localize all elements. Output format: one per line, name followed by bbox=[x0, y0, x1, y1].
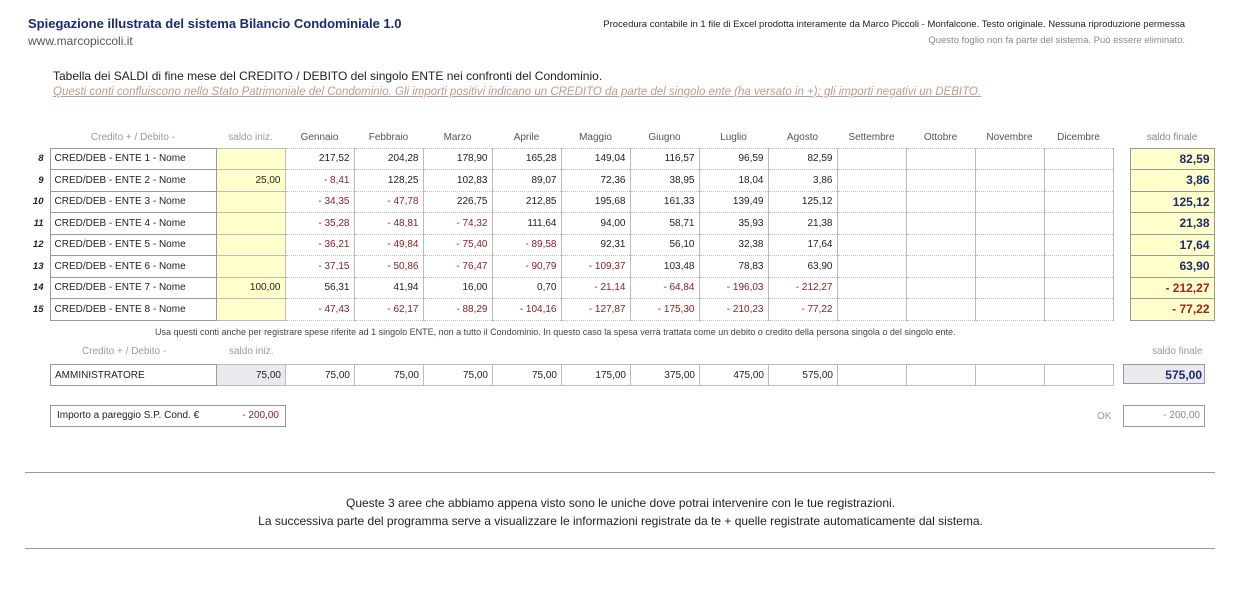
month-balance-cell bbox=[837, 191, 906, 213]
credit-debit-header: Credito + / Debito - bbox=[90, 131, 176, 143]
entity-name: CRED/DEB - ENTE 3 - Nome bbox=[50, 191, 216, 213]
month-balance-cell bbox=[906, 256, 975, 278]
row-number: 15 bbox=[32, 303, 44, 315]
month-balance-cell bbox=[837, 234, 906, 256]
month-balance-cell: 139,49 bbox=[699, 191, 768, 213]
month-balance-cell bbox=[1044, 234, 1113, 256]
initial-balance-header: saldo iniz. bbox=[228, 131, 273, 143]
administrator-row bbox=[51, 365, 1114, 386]
row-gap bbox=[1113, 148, 1130, 170]
entity-name: CRED/DEB - ENTE 7 - Nome bbox=[50, 277, 216, 299]
table-row bbox=[22, 234, 1214, 256]
entity-name: CRED/DEB - ENTE 1 - Nome bbox=[50, 148, 216, 170]
month-header-aprile: Aprile bbox=[513, 131, 540, 143]
month-balance-cell: 32,38 bbox=[699, 234, 768, 256]
procedure-note: Procedura contabile in 1 file di Excel prodotta interamente da Marco Piccoli - Monfalcone. Testo originale. Nessuna riproduzione permessa bbox=[603, 19, 1185, 30]
month-balance-cell bbox=[906, 148, 975, 170]
month-balance-cell: 21,38 bbox=[768, 213, 837, 235]
month-balance-cell bbox=[975, 191, 1044, 213]
month-balance-cell: 63,90 bbox=[768, 256, 837, 278]
month-balance-cell: 149,04 bbox=[561, 148, 630, 170]
month-balance-cell: - 64,84 bbox=[630, 277, 699, 299]
website-link[interactable]: www.marcopiccoli.it bbox=[28, 34, 133, 48]
month-balance-cell bbox=[837, 277, 906, 299]
administrator-month-cell: 75,00 bbox=[424, 365, 493, 386]
table-note: Usa questi conti anche per registrare spese riferite ad 1 singolo ENTE, non a tutto il Condominio. In questo caso la spesa verrà trattata come un debito o credito della persona singola o del singolo ente. bbox=[155, 327, 956, 337]
month-balance-cell bbox=[1044, 256, 1113, 278]
row-gap bbox=[1113, 170, 1130, 192]
table-header-row bbox=[22, 127, 1214, 148]
month-balance-cell: - 212,27 bbox=[768, 277, 837, 299]
row-gap bbox=[1113, 234, 1130, 256]
month-header-giugno: Giugno bbox=[648, 131, 681, 143]
month-balance-cell: - 8,41 bbox=[285, 170, 354, 192]
month-balance-cell: 92,31 bbox=[561, 234, 630, 256]
month-balance-cell: - 34,35 bbox=[285, 191, 354, 213]
month-balance-cell: 17,64 bbox=[768, 234, 837, 256]
month-balance-cell: 18,04 bbox=[699, 170, 768, 192]
row-gap bbox=[1113, 277, 1130, 299]
month-balance-cell: 226,75 bbox=[423, 191, 492, 213]
month-balance-cell: - 62,17 bbox=[354, 299, 423, 321]
row-gap bbox=[1113, 299, 1130, 321]
month-balance-cell: 16,00 bbox=[423, 277, 492, 299]
month-balance-cell: 41,94 bbox=[354, 277, 423, 299]
admin-final-balance-header: saldo finale bbox=[1152, 346, 1203, 357]
month-balance-cell bbox=[975, 234, 1044, 256]
table-row bbox=[22, 299, 1214, 321]
intro-line-2: Questi conti confluiscono nello Stato Patrimoniale del Condominio. Gli importi positivi indicano un CREDITO da parte del singolo ente (ha versato in +); gli importi negativi un DEBITO. bbox=[53, 86, 982, 98]
month-balance-cell: 0,70 bbox=[492, 277, 561, 299]
ok-status: OK bbox=[1097, 411, 1112, 422]
rownum-header bbox=[22, 127, 50, 148]
month-balance-cell bbox=[906, 299, 975, 321]
month-balance-cell: - 49,84 bbox=[354, 234, 423, 256]
month-balance-cell: - 88,29 bbox=[423, 299, 492, 321]
month-balance-cell bbox=[906, 191, 975, 213]
initial-balance-input[interactable] bbox=[216, 213, 285, 235]
removable-note: Questo foglio non fa parte del sistema. Può essere eliminato. bbox=[928, 35, 1185, 46]
administrator-month-cell: 75,00 bbox=[493, 365, 562, 386]
administrator-final-balance: 575,00 bbox=[1123, 364, 1205, 384]
administrator-month-cell bbox=[907, 365, 976, 386]
month-balance-cell: - 76,47 bbox=[423, 256, 492, 278]
month-balance-cell bbox=[1044, 191, 1113, 213]
row-number: 11 bbox=[33, 217, 44, 229]
pareggio-box bbox=[50, 405, 286, 427]
month-balance-cell: 35,93 bbox=[699, 213, 768, 235]
final-balance-cell: 17,64 bbox=[1130, 234, 1214, 256]
administrator-month-cell bbox=[838, 365, 907, 386]
month-balance-cell: - 50,86 bbox=[354, 256, 423, 278]
month-header-novembre: Novembre bbox=[986, 131, 1033, 143]
administrator-month-cell: 575,00 bbox=[769, 365, 838, 386]
final-balance-cell: 3,86 bbox=[1130, 170, 1214, 192]
final-balance-cell: 63,90 bbox=[1130, 256, 1214, 278]
month-balance-cell bbox=[837, 170, 906, 192]
month-balance-cell bbox=[906, 213, 975, 235]
administrator-month-cell bbox=[1045, 365, 1114, 386]
final-balance-cell: - 212,27 bbox=[1130, 277, 1214, 299]
administrator-month-cell: 75,00 bbox=[286, 365, 355, 386]
month-balance-cell: - 127,87 bbox=[561, 299, 630, 321]
month-balance-cell: - 21,14 bbox=[561, 277, 630, 299]
entity-name: CRED/DEB - ENTE 8 - Nome bbox=[50, 299, 216, 321]
month-balance-cell bbox=[975, 277, 1044, 299]
final-balance-cell: 21,38 bbox=[1130, 213, 1214, 235]
month-balance-cell: 56,31 bbox=[285, 277, 354, 299]
month-header-dicembre: Dicembre bbox=[1057, 131, 1100, 143]
row-number: 8 bbox=[38, 153, 44, 165]
month-balance-cell: - 75,40 bbox=[423, 234, 492, 256]
entity-name: CRED/DEB - ENTE 6 - Nome bbox=[50, 256, 216, 278]
row-number: 12 bbox=[32, 239, 44, 251]
final-balance-cell: - 77,22 bbox=[1130, 299, 1214, 321]
month-balance-cell: - 74,32 bbox=[423, 213, 492, 235]
table-row bbox=[22, 256, 1214, 278]
entity-name: CRED/DEB - ENTE 4 - Nome bbox=[50, 213, 216, 235]
month-balance-cell: - 109,37 bbox=[561, 256, 630, 278]
month-balance-cell: - 90,79 bbox=[492, 256, 561, 278]
month-balance-cell bbox=[1044, 299, 1113, 321]
final-balance-cell: 125,12 bbox=[1130, 191, 1214, 213]
divider-top bbox=[25, 472, 1215, 473]
initial-balance-input[interactable] bbox=[216, 299, 285, 321]
administrator-month-cell: 175,00 bbox=[562, 365, 631, 386]
initial-balance-input[interactable] bbox=[216, 234, 285, 256]
row-gap bbox=[1113, 256, 1130, 278]
administrator-month-cell: 475,00 bbox=[700, 365, 769, 386]
balances-table bbox=[22, 127, 1215, 321]
month-balance-cell: 38,95 bbox=[630, 170, 699, 192]
month-balance-cell bbox=[975, 299, 1044, 321]
divider-bottom bbox=[25, 548, 1215, 549]
month-header-settembre: Settembre bbox=[848, 131, 895, 143]
administrator-month-cell bbox=[976, 365, 1045, 386]
administrator-table bbox=[50, 364, 1114, 386]
month-header-gennaio: Gennaio bbox=[300, 131, 339, 143]
initial-balance-input[interactable]: 100,00 bbox=[216, 277, 285, 299]
pareggio-label: Importo a pareggio S.P. Cond. € bbox=[57, 410, 200, 421]
month-balance-cell: 116,57 bbox=[630, 148, 699, 170]
final-balance-header: saldo finale bbox=[1146, 131, 1198, 143]
month-balance-cell: 195,68 bbox=[561, 191, 630, 213]
month-balance-cell bbox=[837, 256, 906, 278]
month-balance-cell: 82,59 bbox=[768, 148, 837, 170]
month-balance-cell: 161,33 bbox=[630, 191, 699, 213]
month-balance-cell: 102,83 bbox=[423, 170, 492, 192]
month-balance-cell: - 77,22 bbox=[768, 299, 837, 321]
month-header-maggio: Maggio bbox=[579, 131, 612, 143]
row-number: 10 bbox=[32, 196, 44, 208]
month-balance-cell: 78,83 bbox=[699, 256, 768, 278]
month-balance-cell: 103,48 bbox=[630, 256, 699, 278]
month-balance-cell: - 48,81 bbox=[354, 213, 423, 235]
pareggio-value: - 200,00 bbox=[242, 410, 279, 421]
month-balance-cell bbox=[837, 299, 906, 321]
initial-balance-input[interactable] bbox=[216, 191, 285, 213]
table-row bbox=[22, 170, 1214, 192]
month-balance-cell: 96,59 bbox=[699, 148, 768, 170]
month-header-marzo: Marzo bbox=[443, 131, 472, 143]
month-balance-cell: 128,25 bbox=[354, 170, 423, 192]
month-balance-cell bbox=[906, 234, 975, 256]
row-number: 14 bbox=[32, 282, 44, 294]
table-row bbox=[22, 277, 1214, 299]
month-balance-cell: 204,28 bbox=[354, 148, 423, 170]
intro-line-1: Tabella dei SALDI di fine mese del CREDITO / DEBITO del singolo ENTE nei confronti del Condominio. bbox=[53, 69, 603, 83]
header-gap bbox=[1113, 127, 1130, 148]
month-balance-cell: 94,00 bbox=[561, 213, 630, 235]
month-balance-cell: 56,10 bbox=[630, 234, 699, 256]
month-balance-cell: 125,12 bbox=[768, 191, 837, 213]
month-balance-cell: 89,07 bbox=[492, 170, 561, 192]
document-title: Spiegazione illustrata del sistema Bilancio Condominiale 1.0 bbox=[28, 16, 402, 31]
month-balance-cell: 165,28 bbox=[492, 148, 561, 170]
month-balance-cell bbox=[1044, 148, 1113, 170]
month-balance-cell: - 175,30 bbox=[630, 299, 699, 321]
footer-line-1: Queste 3 aree che abbiamo appena visto sono le uniche dove potrai intervenire con le tue registrazioni. bbox=[345, 496, 895, 510]
administrator-month-cell: 75,00 bbox=[355, 365, 424, 386]
entity-name: CRED/DEB - ENTE 2 - Nome bbox=[50, 170, 216, 192]
month-balance-cell bbox=[1044, 170, 1113, 192]
row-number: 13 bbox=[32, 260, 44, 272]
month-balance-cell bbox=[975, 170, 1044, 192]
month-balance-cell: - 89,58 bbox=[492, 234, 561, 256]
admin-initial-balance-header: saldo iniz. bbox=[229, 346, 274, 357]
initial-balance-input[interactable] bbox=[216, 256, 285, 278]
initial-balance-input[interactable]: 25,00 bbox=[216, 170, 285, 192]
month-balance-cell bbox=[975, 148, 1044, 170]
month-balance-cell: - 104,16 bbox=[492, 299, 561, 321]
month-header-agosto: Agosto bbox=[786, 131, 819, 143]
month-balance-cell: - 196,03 bbox=[699, 277, 768, 299]
month-balance-cell bbox=[906, 277, 975, 299]
row-gap bbox=[1113, 213, 1130, 235]
month-balance-cell: - 210,23 bbox=[699, 299, 768, 321]
admin-credit-debit-header: Credito + / Debito - bbox=[82, 346, 167, 357]
month-balance-cell bbox=[906, 170, 975, 192]
month-balance-cell: - 35,28 bbox=[285, 213, 354, 235]
month-balance-cell: 111,64 bbox=[492, 213, 561, 235]
month-balance-cell bbox=[1044, 213, 1113, 235]
initial-balance-input[interactable] bbox=[216, 148, 285, 170]
table-row bbox=[22, 213, 1214, 235]
month-balance-cell: 72,36 bbox=[561, 170, 630, 192]
month-balance-cell bbox=[975, 256, 1044, 278]
final-balance-cell: 82,59 bbox=[1130, 148, 1214, 170]
month-balance-cell: 3,86 bbox=[768, 170, 837, 192]
month-header-febbraio: Febbraio bbox=[368, 131, 409, 143]
month-balance-cell: 217,52 bbox=[285, 148, 354, 170]
administrator-initial-balance[interactable]: 75,00 bbox=[217, 365, 286, 386]
footer-line-2: La successiva parte del programma serve a visualizzare le informazioni registrate da te + quelle registrate automaticamente dal sistema. bbox=[258, 514, 983, 528]
month-balance-cell: 212,85 bbox=[492, 191, 561, 213]
month-balance-cell: - 36,21 bbox=[285, 234, 354, 256]
ok-value-cell: - 200,00 bbox=[1123, 405, 1205, 427]
month-balance-cell bbox=[1044, 277, 1113, 299]
month-balance-cell bbox=[837, 148, 906, 170]
administrator-name: AMMINISTRATORE bbox=[51, 365, 217, 386]
table-row bbox=[22, 191, 1214, 213]
row-gap bbox=[1113, 191, 1130, 213]
month-balance-cell: 58,71 bbox=[630, 213, 699, 235]
month-balance-cell bbox=[837, 213, 906, 235]
month-balance-cell bbox=[975, 213, 1044, 235]
entity-name: CRED/DEB - ENTE 5 - Nome bbox=[50, 234, 216, 256]
month-header-luglio: Luglio bbox=[720, 131, 747, 143]
administrator-month-cell: 375,00 bbox=[631, 365, 700, 386]
month-balance-cell: - 47,43 bbox=[285, 299, 354, 321]
month-balance-cell: - 37,15 bbox=[285, 256, 354, 278]
month-header-ottobre: Ottobre bbox=[923, 131, 958, 143]
month-balance-cell: 178,90 bbox=[423, 148, 492, 170]
month-balance-cell: - 47,78 bbox=[354, 191, 423, 213]
table-row bbox=[22, 148, 1214, 170]
row-number: 9 bbox=[38, 174, 44, 186]
